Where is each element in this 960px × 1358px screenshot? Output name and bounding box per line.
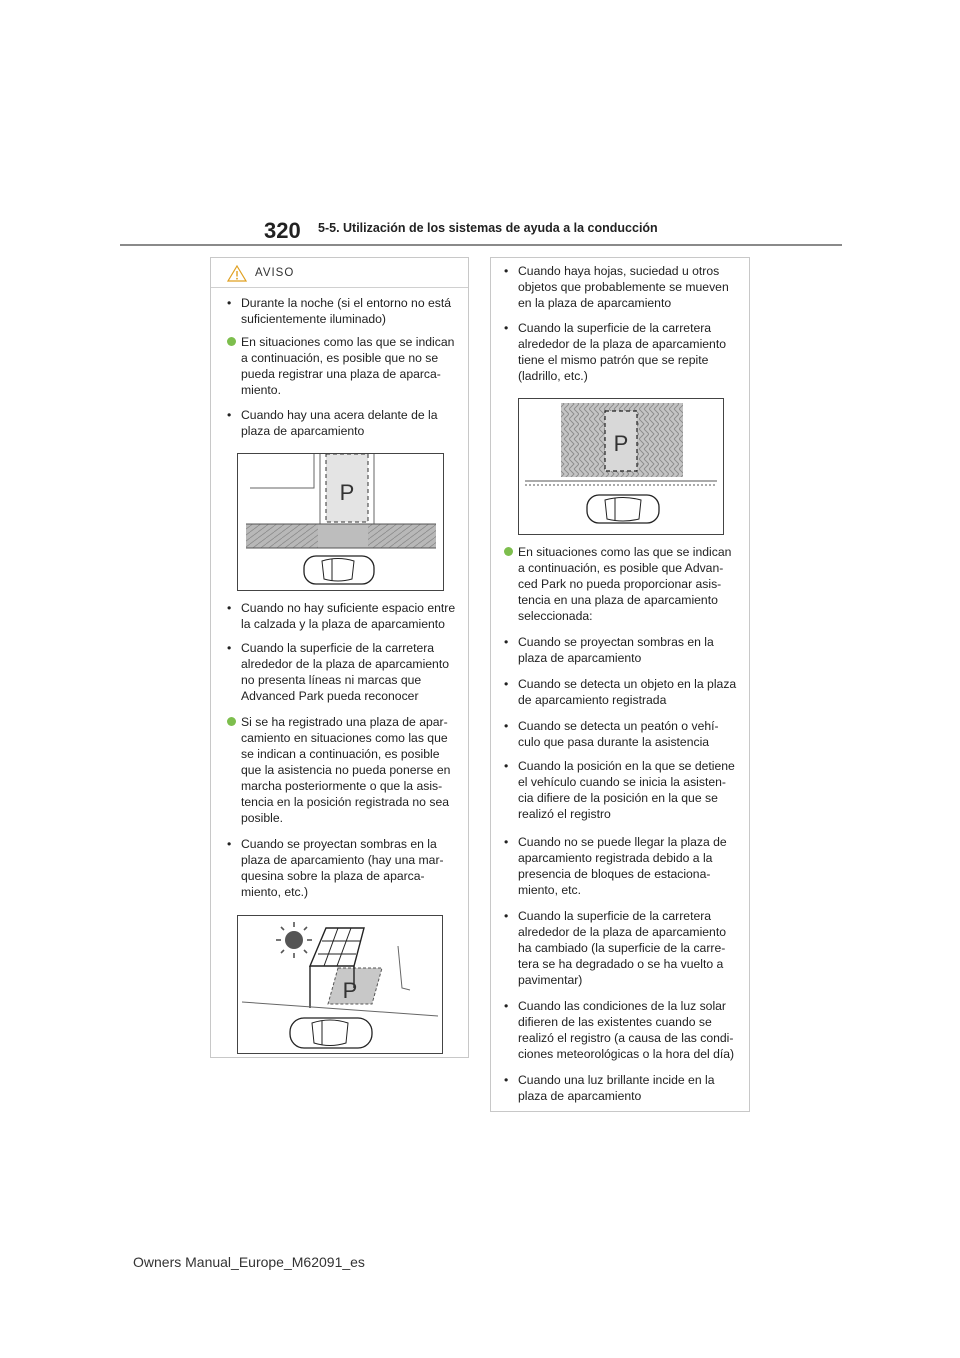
list-item	[504, 320, 740, 384]
bullet-mark: •	[504, 677, 509, 691]
list-item	[504, 1072, 740, 1104]
list-item	[504, 544, 740, 624]
list-item-text: Cuando la posición en la que se detiene el vehículo cuando se inicia la asisten- cia difiere de la posición en la que se realizó el registro	[518, 759, 735, 821]
warning-header	[211, 258, 468, 288]
footer-doc-id: Owners Manual_Europe_M62091_es	[133, 1254, 365, 1270]
warning-box-right	[490, 257, 750, 1112]
list-item-text: Cuando hay una acera delante de la plaza de aparcamiento	[241, 408, 438, 438]
bullet-mark: •	[504, 759, 509, 773]
section-title: 5-5. Utilización de los sistemas de ayuda a la conducción	[318, 221, 658, 235]
bullet-mark: •	[504, 999, 509, 1013]
list-item	[504, 834, 740, 898]
list-item	[227, 714, 457, 826]
figure-carport	[237, 915, 443, 1054]
list-item-text: Cuando la superficie de la carretera alrededor de la plaza de aparcamiento no presenta líneas ni marcas que Advanced Park pueda reconocer	[241, 641, 450, 703]
list-item-text: Durante la noche (si el entorno no está suficientemente iluminado)	[241, 296, 452, 326]
bullet-mark: •	[504, 635, 509, 649]
bullet-mark: •	[504, 909, 509, 923]
parking-p-label: P	[342, 978, 358, 1003]
bullet-mark: •	[227, 601, 232, 615]
list-item	[227, 334, 457, 398]
page-number: 320	[264, 218, 301, 243]
car-icon	[290, 1018, 372, 1048]
list-item	[227, 836, 457, 900]
list-item	[227, 640, 457, 704]
list-item-text: En situaciones como las que se indican a continuación, es posible que no se pueda registrar una plaza de aparca- miento.	[241, 335, 455, 397]
car-icon	[587, 495, 659, 523]
list-item-text: Cuando las condiciones de la luz solar difieren de las existentes cuando se realizó el registro (a causa de las condi- ciones meteorológicas o la hora del día)	[518, 999, 735, 1061]
list-item-text: Cuando se proyectan sombras en la plaza de aparcamiento	[518, 635, 714, 665]
warning-box-left	[210, 257, 469, 1058]
list-item-text: Si se ha registrado una plaza de apar- camiento en situaciones como las que se indican a continuación, es posible que la asistencia no pueda ponerse en marcha posteriormente o que la asis- tencia en la posición registrada no sea posible.	[241, 715, 451, 825]
list-item-text: Cuando haya hojas, suciedad u otros objetos que probablemente se mueven en la plaza de aparcamiento	[518, 264, 729, 310]
list-item	[504, 758, 740, 822]
list-item-text: Cuando no se puede llegar la plaza de aparcamiento registrada debido a la presencia de bloques de estaciona- miento, etc.	[518, 835, 727, 897]
warning-triangle-icon	[227, 265, 247, 287]
list-item	[227, 295, 457, 327]
header-divider	[120, 244, 842, 246]
list-item-text: Cuando se detecta un peatón o vehí- culo que pasa durante la asistencia	[518, 719, 719, 749]
green-dot-icon	[227, 337, 236, 346]
bullet-mark: •	[227, 641, 232, 655]
parking-p-label: P	[613, 431, 629, 456]
list-item-text: Cuando no hay suficiente espacio entre la calzada y la plaza de aparcamiento	[241, 601, 456, 631]
bullet-mark: •	[504, 719, 509, 733]
bullet-mark: •	[227, 408, 232, 422]
figure-sidewalk	[237, 453, 444, 591]
bullet-mark: •	[504, 1073, 509, 1087]
bullet-mark: •	[504, 835, 509, 849]
green-dot-icon	[504, 547, 513, 556]
list-item	[504, 263, 740, 311]
bullet-mark: •	[504, 264, 509, 278]
list-item	[504, 998, 740, 1062]
list-item	[504, 718, 740, 750]
list-item-text: Cuando se proyectan sombras en la plaza de aparcamiento (hay una mar- quesina sobre la plaza de aparca- miento, etc.)	[241, 837, 444, 899]
figure-brick-pattern	[518, 398, 724, 535]
list-item	[227, 600, 457, 632]
list-item	[504, 908, 740, 988]
list-item-text: Cuando una luz brillante incide en la plaza de aparcamiento	[518, 1073, 715, 1103]
warning-title: AVISO	[255, 267, 295, 279]
list-item-text: Cuando se detecta un objeto en la plaza de aparcamiento registrada	[518, 677, 737, 707]
car-icon	[304, 556, 374, 584]
list-item-text: Cuando la superficie de la carretera alrededor de la plaza de aparcamiento tiene el mismo patrón que se repite (ladrillo, etc.)	[518, 321, 727, 383]
parking-p-label: P	[339, 480, 355, 505]
list-item	[504, 634, 740, 666]
bullet-mark: •	[504, 321, 509, 335]
list-item-text: Cuando la superficie de la carretera alrededor de la plaza de aparcamiento ha cambiado (la superficie de la carre- tera se ha degradado o se ha vuelto a pavimentar)	[518, 909, 727, 987]
sun-icon	[276, 922, 312, 958]
list-item	[227, 407, 457, 439]
bullet-mark: •	[227, 837, 232, 851]
bullet-mark: •	[227, 296, 232, 310]
green-dot-icon	[227, 717, 236, 726]
list-item-text: En situaciones como las que se indican a continuación, es posible que Advan- ced Park no pueda proporcionar asis- tencia en una plaza de aparcamiento seleccionada:	[518, 545, 732, 623]
list-item	[504, 676, 740, 708]
